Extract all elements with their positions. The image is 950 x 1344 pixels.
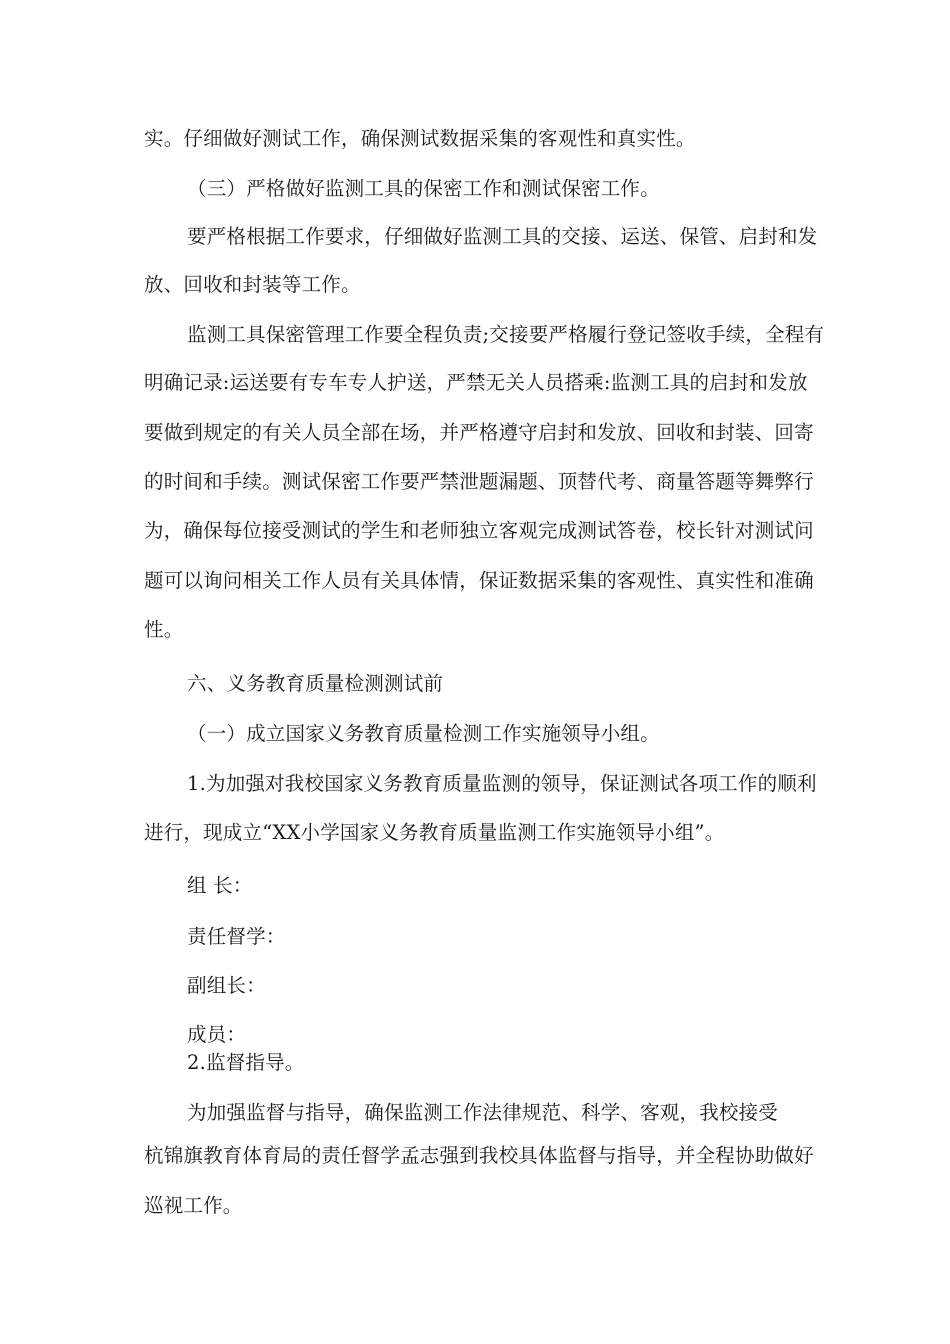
paragraph-line-10: 题可以询问相关工作人员有关具体情，保证数据采集的客观性、真实性和准确 [144,569,814,592]
section-heading-6: 六、义务教育质量检测测试前 [187,672,444,695]
paragraph-line-3: 要严格根据工作要求，仔细做好监测工具的交接、运送、保管、启封和发 [187,225,818,248]
section-heading-3: （三）严格做好监测工具的保密工作和测试保密工作。 [187,177,660,200]
paragraph-line-7: 要做到规定的有关人员全部在场，并严格遵守启封和发放、回收和封装、回寄 [144,421,814,444]
paragraph-line-4: 放、回收和封装等工作。 [144,273,361,296]
paragraph-line-14: 1.为加强对我校国家义务教育质量监测的领导，保证测试各项工作的顺利 [187,772,817,795]
paragraph-line-8: 的时间和手续。测试保密工作要严禁泄题漏题、顶替代考、商量答题等舞弊行 [144,470,814,493]
item-heading-2: 2.监督指导。 [187,1051,305,1074]
paragraph-line-11: 性。 [144,618,184,641]
supervisor-label: 责任督学： [187,925,286,948]
paragraph-line-1: 实。仔细做好测试工作，确保测试数据采集的客观性和真实性。 [144,127,696,150]
paragraph-line-6: 明确记录:运送要有专车专人护送，严禁无关人员搭乘:监测工具的启封和发放 [144,371,808,394]
paragraph-line-21: 为加强监督与指导，确保监测工作法律规范、科学、客观，我校接受 [187,1101,779,1124]
paragraph-line-9: 为，确保每位接受测试的学生和老师独立客观完成测试答卷，校长针对测试问 [144,519,814,542]
members-label: 成员： [187,1023,247,1046]
paragraph-line-23: 巡视工作。 [144,1194,243,1217]
paragraph-line-22: 杭锦旗教育体育局的责任督学孟志强到我校具体监督与指导，并全程协助做好 [144,1144,814,1167]
subsection-heading-1: （一）成立国家义务教育质量检测工作实施领导小组。 [187,722,660,745]
paragraph-line-15: 进行，现成立“XX小学国家义务教育质量监测工作实施领导小组”。 [144,821,725,844]
paragraph-line-5: 监测工具保密管理工作要全程负责;交接要严格履行登记签收手续，全程有 [187,323,825,346]
group-leader-label: 组 长： [187,874,253,897]
deputy-leader-label: 副组长： [187,974,266,997]
